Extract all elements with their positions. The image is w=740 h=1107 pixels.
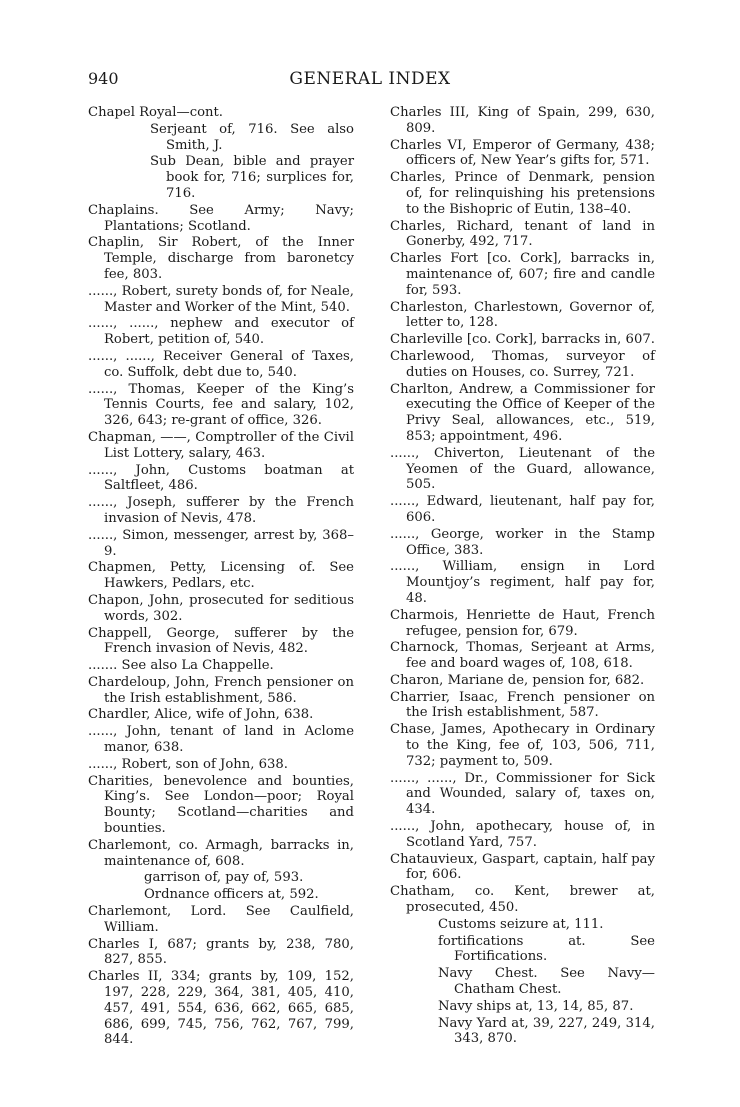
index-entry: Chapel Royal—cont. [88, 105, 223, 120]
index-entry: Charles, Prince of Denmark, pension of, for relinquishing his pretensions to the Bishopric of Eutin, 138–40. [390, 170, 655, 217]
index-entry: Chapon, John, prosecuted for seditious words, 302. [88, 592, 354, 624]
index-entry: ......, Edward, lieutenant, half pay for, 606. [390, 494, 655, 525]
index-entry: Chapman, ——, Comptroller of the Civil List Lottery, salary, 463. [88, 429, 354, 461]
index-entry: Charleston, Charlestown, Governor of, letter to, 128. [390, 299, 655, 331]
index-entry: Charlton, Andrew, a Commissioner for executing the Office of Keeper of the Privy Seal, allowances, etc., 519, 853; appointment, 496. [390, 381, 655, 444]
index-entry: fortifications at. See Fortifications. [438, 933, 655, 965]
index-entry: Chaplin, Sir Robert, of the Inner Temple, discharge from baronetcy fee, 803. [88, 235, 354, 282]
index-entry: Charles VI, Emperor of Germany, 438; officers of, New Year’s gifts for, 571. [390, 137, 655, 169]
index-entry: Chatauvieux, Gaspart, captain, half pay for, 606. [390, 851, 655, 883]
index-column-left [88, 104, 354, 1048]
page-number: 940 [88, 69, 119, 88]
index-entry: Charles III, King of Spain, 299, 630, 809. [390, 105, 655, 136]
index-entry: Navy ships at, 13, 14, 85, 87. [438, 998, 634, 1014]
index-entry: Charon, Mariane de, pension for, 682. [390, 672, 645, 688]
index-entry: ....... See also La Chappelle. [88, 658, 274, 674]
index-entry: Charities, benevolence and bounties, King’s. See London—poor; Royal Bounty; Scotland—charities and bounties. [88, 773, 354, 837]
index-entry: Charlemont, co. Armagh, barracks in, maintenance of, 608. [88, 837, 354, 869]
index-entry: ......, Robert, son of John, 638. [88, 756, 289, 772]
index-entry: ......, George, worker in the Stamp Office, 383. [390, 526, 655, 558]
index-entry: ......, Joseph, sufferer by the French invasion of Nevis, 478. [88, 495, 354, 526]
index-entry: ......, ......, nephew and executor of Robert, petition of, 540. [88, 316, 354, 348]
index-entry: Charlewood, Thomas, surveyor of duties on Houses, co. Surrey, 721. [390, 348, 655, 380]
index-entry: Serjeant of, 716. See also Smith, J. [150, 121, 354, 153]
index-entry: Chatham, co. Kent, brewer at, prosecuted, 450. [390, 884, 655, 916]
index-entry: Chardler, Alice, wife of John, 638. [88, 707, 314, 723]
index-entry: Charmois, Henriette de Haut, French refugee, pension for, 679. [390, 607, 655, 639]
index-entry: Charles I, 687; grants by, 238, 780, 827, 855. [88, 936, 354, 968]
index-entry: Navy Yard at, 39, 227, 249, 314, 343, 870. [438, 1015, 655, 1047]
index-entry: ......, Thomas, Keeper of the King’s Tennis Courts, fee and salary, 102, 326, 643; re-grant of office, 326. [88, 381, 354, 429]
index-entry: Ordnance officers at, 592. [144, 887, 319, 903]
index-entry: ......, Chiverton, Lieutenant of the Yeomen of the Guard, allowance, 505. [390, 445, 655, 493]
index-entry: Navy Chest. See Navy—Chatham Chest. [438, 966, 655, 998]
index-column-right [390, 104, 655, 1047]
index-entry: Charles II, 334; grants by, 109, 152, 197, 228, 229, 364, 381, 405, 410, 457, 491, 554, 636, 662, 665, 685, 686, 699, 745, 756, 762, 767, 799, 844. [88, 969, 354, 1048]
index-entry: ......, John, apothecary, house of, in Scotland Yard, 757. [390, 819, 655, 850]
index-entry: Chase, James, Apothecary in Ordinary to the King, fee of, 103, 506, 711, 732; payment to, 509. [390, 722, 655, 769]
index-entry: ......, John, Customs boatman at Saltfleet, 486. [88, 462, 354, 494]
index-entry: Charlemont, Lord. See Caulfield, William. [88, 904, 354, 935]
index-entry: Charles Fort [co. Cork], barracks in, maintenance of, 607; fire and candle for, 593. [390, 251, 655, 298]
index-entry: ......, William, ensign in Lord Mountjoy’s regiment, half pay for, 48. [390, 559, 655, 606]
index-entry: Chardeloup, John, French pensioner on the Irish establishment, 586. [88, 674, 354, 706]
index-entry: ......, Simon, messenger, arrest by, 368–9. [88, 527, 354, 559]
index-entry: ......, John, tenant of land in Aclome manor, 638. [88, 724, 354, 756]
index-entry: Charrier, Isaac, French pensioner on the Irish establishment, 587. [390, 689, 655, 721]
index-entry: ......, Robert, surety bonds of, for Neale, Master and Worker of the Mint, 540. [88, 283, 354, 315]
index-entry: Sub Dean, bible and prayer book for, 716; surplices for, 716. [150, 154, 354, 201]
running-header: GENERAL INDEX [289, 69, 451, 89]
index-entry: ......, ......, Receiver General of Taxes, co. Suffolk, debt due to, 540. [88, 348, 354, 380]
index-entry: Chappell, George, sufferer by the French invasion of Nevis, 482. [88, 625, 354, 657]
index-entry: garrison of, pay of, 593. [144, 870, 304, 886]
index-entry: Customs seizure at, 111. [438, 916, 604, 932]
index-entry: Charleville [co. Cork], barracks in, 607. [390, 332, 655, 348]
index-entry: Chaplains. See Army; Navy; Plantations; Scotland. [88, 202, 354, 234]
index-entry: Chapmen, Petty, Licensing of. See Hawkers, Pedlars, etc. [88, 560, 354, 592]
index-entry: Charles, Richard, tenant of land in Gonerby, 492, 717. [390, 218, 655, 250]
index-entry: ......, ......, Dr., Commissioner for Sick and Wounded, salary of, taxes on, 434. [390, 770, 655, 818]
index-entry: Charnock, Thomas, Serjeant at Arms, fee and board wages of, 108, 618. [390, 640, 655, 672]
